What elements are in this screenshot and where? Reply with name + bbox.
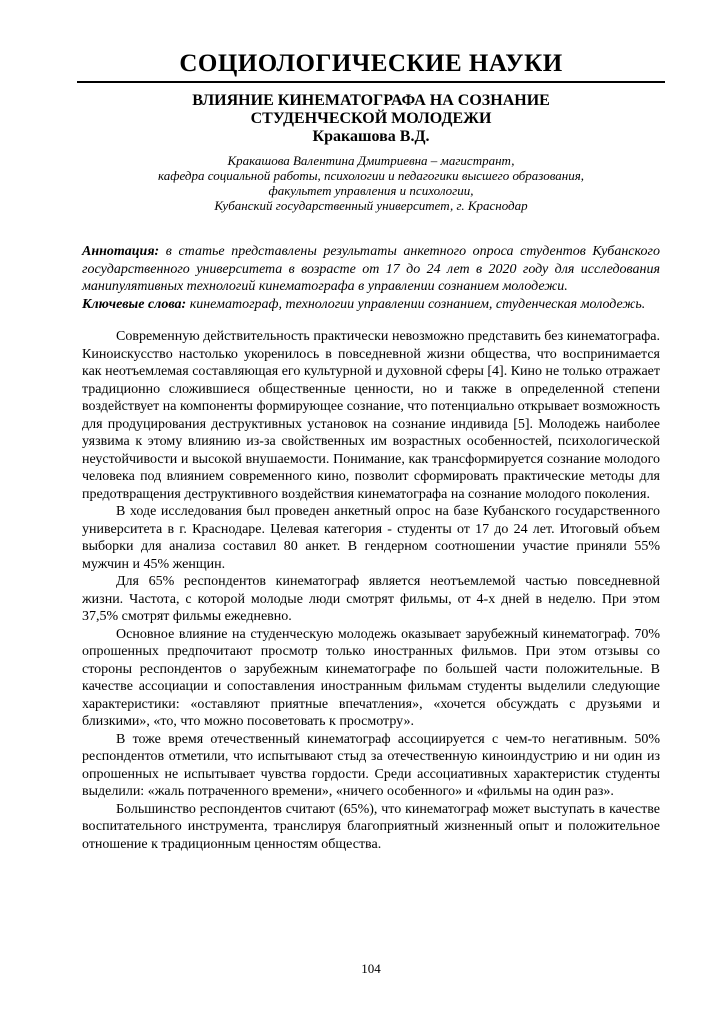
affiliation-line: кафедра социальной работы, психологии и педагогики высшего образования, [157,168,585,183]
document-page [82,0,660,1013]
affiliation-line: Кубанский государственный университет, г. Краснодар [214,198,528,213]
body-paragraph-3: Для 65% респондентов кинематограф является неотъемлемой частью повседневной жизни. Частота, с которой молодые люди смотрят фильмы, от 4-х дней в неделю. При этом 37,5% смотрят фильмы ежедневно. [82,574,660,624]
section-header: СОЦИОЛОГИЧЕСКИЕ НАУКИ [179,50,563,77]
article-body [82,328,660,853]
abstract-label: Аннотация: [82,244,160,259]
body-paragraph-2: В ходе исследования был проведен анкетный опрос на базе Кубанского государственного университета в г. Краснодаре. Целевая категория - студенты от 17 до 24 лет. Итоговый объем выборки для анализа составил 80 анкет. В гендерном соотношении участие приняли 55% мужчин и 45% женщин. [82,504,660,572]
keywords-label: Ключевые слова: [82,296,187,312]
body-paragraph-5: В тоже время отечественный кинематограф ассоциируется с чем-то негативным. 50% респондентов отметили, что испытывают стыд за отечественную киноиндустрию и ни один из опрошенных не испытывает чувства гордости. Среди ассоциативных характеристик студенты выделили: «жаль потраченного времени», «ничего особенного» и «фильмы на один раз». [82,731,660,799]
body-paragraph-4: Основное влияние на студенческую молодежь оказывает зарубежный кинематограф. 70% опрошенных предпочитают просмотр только иностранных фильмов. При этом отзывы со стороны респондентов о зарубежным кинематографе по большей части положительные. В качестве ассоциации и сопоставления иностранным фильмам студенты выделили следующие характеристики: «оставляют приятные впечатления», «хочется обсуждать с друзьями и близкими», «то, что можно посоветовать к просмотру». [82,626,660,729]
article-title-line1: ВЛИЯНИЕ КИНЕМАТОГРАФА НА СОЗНАНИЕ [192,92,550,109]
article-title [82,92,660,128]
affiliation-line: факультет управления и психологии, [268,183,474,198]
header-rule [77,81,665,83]
keywords-text: кинематограф, технологии управлении сознанием, студенческая молодежь. [189,296,646,312]
body-paragraph-1: Современную действительность практически невозможно представить без кинематографа. Киноискусство настолько укоренилось в повседневной жизни общества, что воспринимается как неотъемлемая составляющая его культурной и духовной сферы [4]. Кино не только отражает традиционно сложившиеся общественные ценности, но и также в определенной степени воздействует на компоненты формирующее сознание, что потенциально открывает возможность для продуцирования деструктивных установок на сознание индивида [5]. Молодежь наиболее уязвима к этому влиянию из-за свойственных им возрастных особенностей, психологической неустойчивости и высокой внушаемости. Понимание, как трансформируется сознание молодого человека под влиянием современного кино, позволит сформировать практические методы для предотвращения деструктивного воздействия кинематографа на сознание молодого поколения. [82,329,660,502]
affiliation-block [82,153,660,213]
author-name: Кракашова В.Д. [312,128,430,145]
page-number: 104 [361,961,381,976]
abstract-text: в статье представлены результаты анкетного опроса студентов Кубанского государственного университета в возрасте от 17 до 24 лет в 2020 году для исследования манипулятивных технологий кинематографа в управлении сознанием молодежи. [82,244,660,294]
article-title-line2: СТУДЕНЧЕСКОЙ МОЛОДЕЖИ [250,110,492,127]
affiliation-line: Кракашова Валентина Дмитриевна – магистрант, [227,153,515,168]
abstract-keywords-block [82,243,660,313]
abstract-paragraph [82,243,660,296]
keywords-paragraph [82,296,660,314]
body-paragraph-6: Большинство респондентов считают (65%), что кинематограф может выступать в качестве воспитательного инструмента, транслируя благоприятный жизненный опыт и положительное отношение к традиционным ценностям общества. [82,801,660,852]
